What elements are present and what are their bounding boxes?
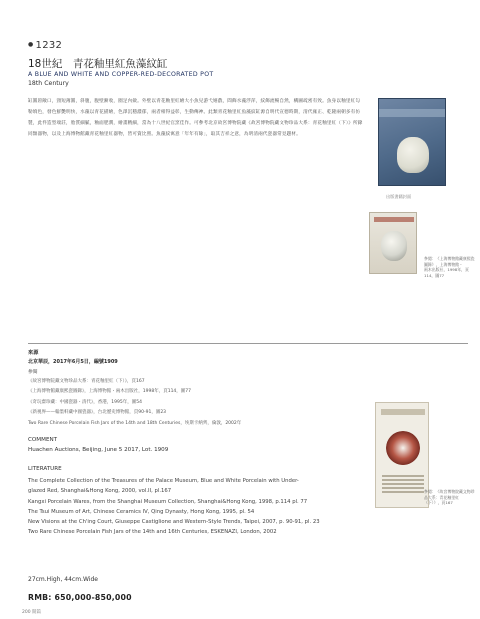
- literature-en-item: New Visions at the Ch'ing Court, Giuseppe Castiglione and Western-Style Trends, Taipei, 2007, p. 90-91, pl. 23: [28, 519, 320, 526]
- provenance-text: 北京華辰，2017年6月5日，編號1909: [28, 359, 118, 365]
- literature-en-item: glazed Red, Shanghai&Hong Kong, 2000, vol.II, pl.167: [28, 488, 172, 495]
- reference-book-image-1: [369, 212, 417, 274]
- literature-en-item: Kangxi Porcelain Wares, from the Shanghai Museum Collection, Shanghai&Hong Kong, 1998, p.114 pl. 77: [28, 498, 308, 505]
- provenance-heading: 來源: [28, 350, 39, 356]
- lot-number-text: 1232: [35, 40, 63, 51]
- lot-number: [28, 40, 62, 51]
- section-divider: [28, 343, 468, 344]
- literature-en-item: The Complete Collection of the Treasures of the Palace Museum, Blue and White Porcelain with Under-: [28, 478, 299, 484]
- comment-heading: COMMENT: [28, 437, 58, 443]
- reference-caption-2: 參閱：《故宮博物院藏文物珍品大系：青花釉里紅 （下）》，頁167: [424, 489, 475, 506]
- description-chinese: [28, 96, 364, 140]
- dish-image: [386, 431, 420, 465]
- lot-marker-icon: ●: [28, 41, 34, 48]
- literature-cn-item: 《上海博物館藏康熙瓷圖錄》，上海博物館・兩木出版社，1998年，頁114，圖77: [28, 389, 192, 395]
- literature-cn-item: 《故宮博物院藏文物珍品大系：青花釉里紅（下）》，頁167: [28, 379, 145, 384]
- page-label: 開篇: [32, 610, 42, 615]
- comment-text: Huachen Auctions, Beijing, June 5 2017, Lot. 1909: [28, 447, 169, 453]
- reference-book-image-2: [375, 402, 429, 508]
- literature-cn-item: 《奇玩齋珍藏：中國瓷器・清代》，香港，1995年，圖54: [28, 399, 142, 405]
- literature-cn-item: 《新視界——翰墨軒藏中國瓷器》，台北歷史博物館，頁90-91，圖23: [28, 410, 167, 416]
- page-number: 200: [22, 610, 31, 615]
- jar-image: [381, 231, 407, 261]
- jar-image: [397, 137, 429, 173]
- literature-en-item: The Tsui Museum of Art, Chinese Ceramics IV, Qing Dynasty, Hong Kong, 1995, pl. 54: [28, 508, 255, 515]
- estimate: RMB: 650,000-850,000: [28, 593, 132, 602]
- page-footer: [22, 609, 41, 615]
- literature-cn-heading: 參閱: [28, 370, 38, 375]
- publication-cover-caption: 出版書籍封面: [386, 194, 412, 199]
- publication-cover-image: [378, 98, 446, 186]
- literature-en-heading: LITERATURE: [28, 466, 62, 472]
- literature-en-item: Two Rare Chinese Porcelain Fish Jars of the 14th and 16th Centuries, ESKENAZI, London, 2002: [28, 529, 277, 536]
- title-english: A BLUE AND WHITE AND COPPER-RED-DECORATED POT: [28, 71, 214, 78]
- literature-cn-list: [28, 377, 368, 429]
- reference-caption-1: 參閱：《上海博物館藏康熙瓷圖錄》，上海博物館・ 兩木出版社，1998年，頁 114，圖77: [424, 256, 475, 278]
- dimensions: 27cm.High, 44cm.Wide: [28, 576, 98, 583]
- title-chinese: 18世紀 青花釉里紅魚藻紋缸: [28, 58, 168, 70]
- description-paragraph: 缸圓唇敞口，頸短薄圓，斜腹，腹壁漸收，圈足內斂。外壁以青花釉里紅繪大小魚兒游弋嬉戲，間飾水藻浮萍，紋飾流暢自然，構圖疏密有致。魚身以釉里紅勾勒填色，發色鮮艷明快，水藻以青花描繪，色澤沉穩濃郁，兩者相得益彰，生動傳神。此類青花釉里紅魚藻紋缸源自明代宣德時期，清代雍正、乾隆兩朝多有仿製，此件造型端莊，胎質細膩，釉面肥潤，繪畫精細，當為十八世紀官窯佳作。可參考北京故宮博物院藏《故宮博物院藏文物珍品大系：青花釉里紅（下）》所錄同類器物，以及上海博物館藏青花釉里紅器物，皆可資比照。魚藻紋寓意「年年有餘」，取其吉祥之意，為明清兩代瓷器常見題材。: [28, 99, 363, 138]
- literature-cn-item: Two Rare Chinese Porcelain Fish Jars of the 14th and 18th Centuries，埃斯卡納齊，倫敦，2002年: [28, 420, 242, 426]
- title-century: 18th Century: [28, 80, 69, 87]
- literature-en-list: [28, 476, 368, 538]
